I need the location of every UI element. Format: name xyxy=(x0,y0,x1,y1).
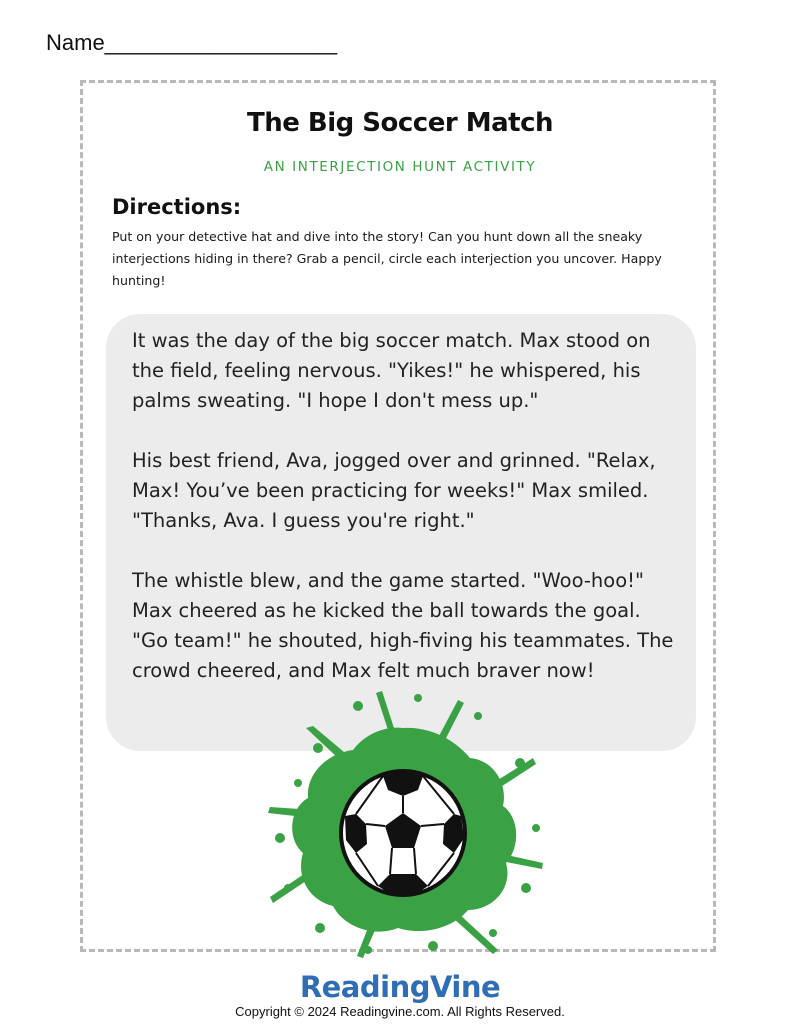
directions-text: Put on your detective hat and dive into the story! Can you hunt down all the sneaky interjections hiding in there? Grab a pencil, circle each interjection you uncover. Happy hunting! xyxy=(112,229,662,288)
story-text xyxy=(132,326,680,716)
story-paragraph-1: It was the day of the big soccer match. Max stood on the field, feeling nervous. "Yikes!" he whispered, his palms sweating. "I hope I don't mess up." xyxy=(132,329,651,412)
page-subtitle: AN INTERJECTION HUNT ACTIVITY xyxy=(263,159,537,175)
page-title: The Big Soccer Match xyxy=(246,108,553,138)
directions-heading: Directions: xyxy=(112,195,242,219)
copyright-text: Copyright © 2024 Readingvine.com. All Rights Reserved. xyxy=(235,1004,565,1019)
name-line: Name___________________ xyxy=(46,30,338,55)
soccer-ball-splash-icon xyxy=(258,688,548,962)
readingvine-logo: ReadingVine xyxy=(299,970,501,1004)
story-paragraph-2: His best friend, Ava, jogged over and grinned. "Relax, Max! You’ve been practicing for weeks!" Max smiled. "Thanks, Ava. I guess you're right." xyxy=(132,449,656,532)
story-paragraph-3: The whistle blew, and the game started. "Woo-hoo!" Max cheered as he kicked the ball towards the goal. "Go team!" he shouted, high-fiving his teammates. The crowd cheered, and Max felt much braver now! xyxy=(132,569,674,682)
